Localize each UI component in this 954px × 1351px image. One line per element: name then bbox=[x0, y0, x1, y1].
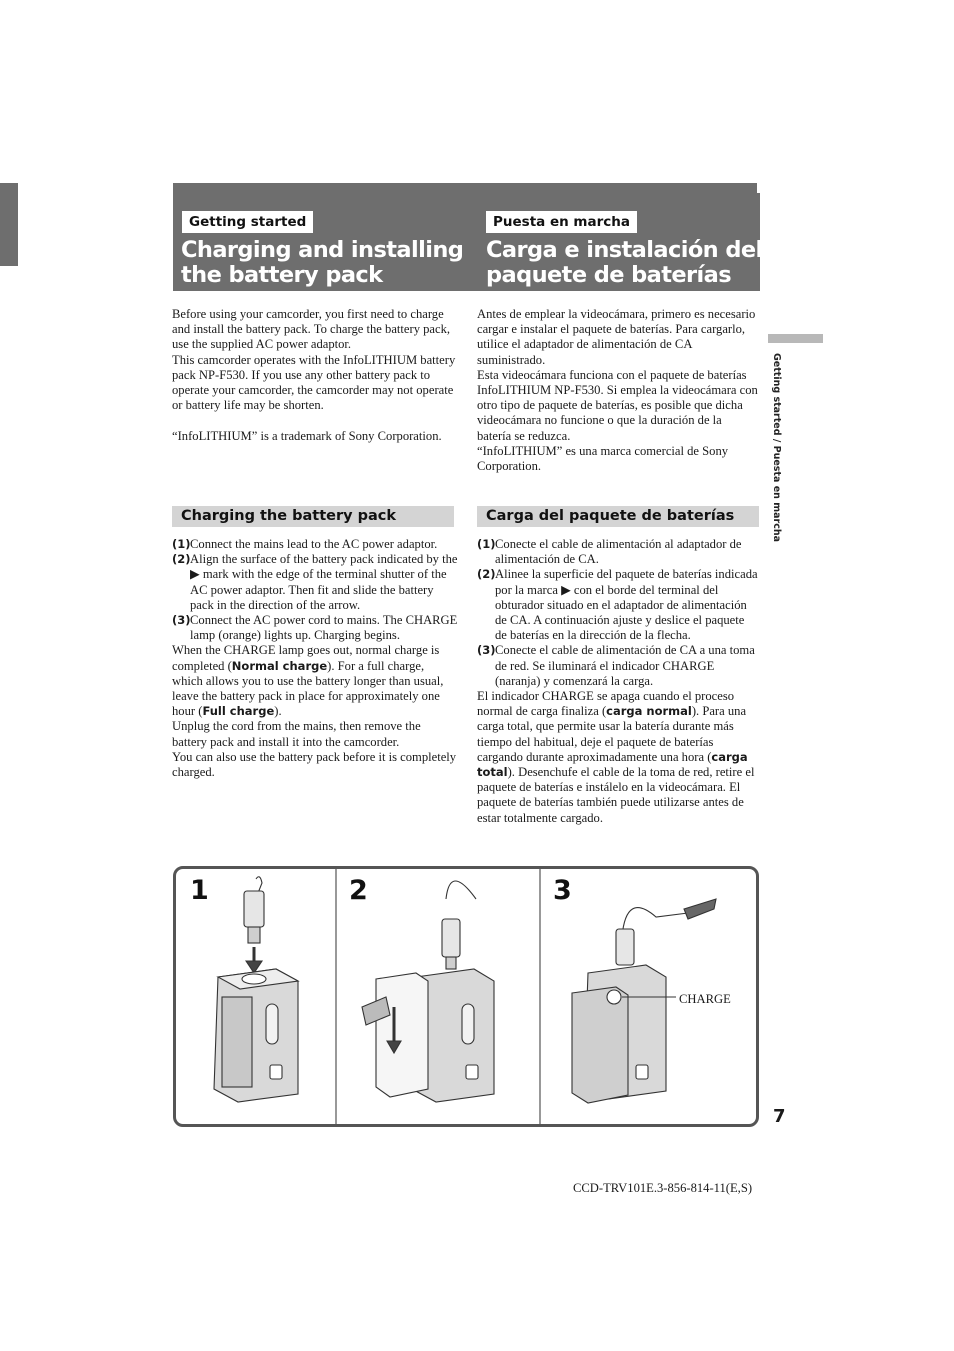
section-label-spanish: Puesta en marcha bbox=[486, 211, 637, 233]
bold-term: Normal charge bbox=[231, 658, 328, 673]
step-number: (2) bbox=[477, 567, 496, 582]
section-label-english: Getting started bbox=[182, 211, 313, 233]
title-line-2: paquete de baterías bbox=[486, 262, 732, 288]
header-notch bbox=[757, 183, 760, 193]
pull-arrow bbox=[684, 899, 716, 919]
steps-english bbox=[172, 537, 458, 780]
step-number: (3) bbox=[477, 643, 496, 658]
step-number: (1) bbox=[477, 537, 496, 551]
step-text: Alinee la superficie del paquete de baterías indicada por la marca ▶ con el borde del terminal del obturador situado en el adaptador de alimentación de CA. A continuación ajuste y deslice el paquete de baterías en la dirección de la flecha. bbox=[495, 567, 758, 643]
lamp-square bbox=[636, 1065, 648, 1079]
intro-spanish bbox=[477, 307, 759, 474]
plug-tip bbox=[248, 927, 260, 943]
page-number: 7 bbox=[773, 1106, 786, 1127]
panel-number: 2 bbox=[349, 875, 368, 906]
left-edge-tab bbox=[0, 183, 18, 266]
plug-tip bbox=[446, 957, 456, 969]
intro-english bbox=[172, 307, 458, 444]
bold-term: carga total bbox=[477, 749, 748, 780]
document-code: CCD-TRV101E.3-856-814-11(E,S) bbox=[573, 1181, 753, 1195]
panel-number: 1 bbox=[190, 875, 209, 906]
title-line-2: the battery pack bbox=[181, 262, 383, 288]
side-tab-label: Getting started / Puesta en marcha bbox=[771, 353, 782, 543]
step-number: (2) bbox=[172, 552, 191, 567]
unplug-paragraph: Unplug the cord from the mains, then remove the battery pack and install it into the camcorder. bbox=[172, 719, 421, 749]
trademark-note: “InfoLITHIUM” es una marca comercial de Sony Corporation. bbox=[477, 443, 729, 474]
step-text: Conecte el cable de alimentación de CA a una toma de red. Se iluminará el indicador CHARGE (naranja) y comenzará la carga. bbox=[495, 643, 755, 688]
illustration-box bbox=[173, 866, 759, 1127]
charge-lamp-circle bbox=[607, 990, 621, 1004]
step-item bbox=[172, 613, 458, 643]
cable bbox=[446, 881, 476, 899]
steps-spanish bbox=[477, 537, 759, 826]
slot-window bbox=[266, 1004, 278, 1044]
intro-paragraph: This camcorder operates with the InfoLITHIUM battery pack NP-F530. If you use any other battery pack to operate your camcorder, the camcorder may not operate or battery life may be shorten. bbox=[172, 352, 456, 413]
plug-head bbox=[442, 919, 460, 957]
bold-term: carga normal bbox=[606, 704, 692, 719]
title-line-1: Carga e instalación del bbox=[486, 237, 763, 263]
battery-pack bbox=[376, 973, 428, 1097]
step-text: Connect the AC power cord to mains. The CHARGE lamp (orange) lights up. Charging begins. bbox=[190, 613, 458, 643]
completion-paragraph bbox=[477, 689, 759, 826]
intro-paragraph: Esta videocámara funciona con el paquete de baterías InfoLITHIUM NP-F530. Si emplea la videocámara con otro tipo de paquete de baterías, es posible que dicha videocámara no funcione o que la duración de la batería se reduzca. bbox=[477, 367, 758, 443]
panel-2-drawing bbox=[362, 881, 494, 1102]
panel-number: 3 bbox=[553, 875, 572, 906]
step-text: Conecte el cable de alimentación al adaptador de alimentación de CA. bbox=[495, 537, 742, 567]
early-use-paragraph: You can also use the battery pack before it is completely charged. bbox=[172, 749, 457, 780]
plug-head bbox=[616, 929, 634, 965]
charging-illustration bbox=[176, 869, 756, 1124]
charge-lamp-label: CHARGE bbox=[679, 992, 731, 1006]
text-run: ). Para una carga total, que permite usar la batería durante más tiempo del habitual, deje el paquete de baterías cargando durante aproximadamente una hora ( bbox=[477, 704, 747, 764]
intro-paragraph: Antes de emplear la videocámara, primero es necesario cargar e instalar el paquete de baterías. Para cargarlo, utilice el adaptador de alimentación de CA suministrado. bbox=[477, 307, 756, 367]
step-item bbox=[477, 537, 759, 567]
trademark-note: “InfoLITHIUM” is a trademark of Sony Corporation. bbox=[172, 428, 442, 443]
lamp-square bbox=[466, 1065, 478, 1079]
step-item bbox=[172, 552, 458, 613]
text-run: ). bbox=[274, 704, 282, 719]
step-text: Connect the mains lead to the AC power adaptor. bbox=[190, 537, 438, 551]
step-text: Align the surface of the battery pack indicated by the ▶ mark with the edge of the terminal shutter of the AC power adaptor. Then fit and slide the battery pack in the direction of the arrow. bbox=[190, 552, 458, 612]
intro-paragraph: Before using your camcorder, you first need to charge and install the battery pack. To charge the battery pack, use the supplied AC power adaptor. bbox=[172, 307, 451, 352]
text-run: ). Desenchufe el cable de la toma de red, retire el paquete de baterías e instálelo en la videocámara. El paquete de baterías también puede utilizarse antes de estar totalmente cargado. bbox=[477, 765, 755, 825]
title-line-1: Charging and installing bbox=[181, 237, 464, 263]
subheading-english: Charging the battery pack bbox=[172, 506, 454, 527]
terminal-slot bbox=[222, 997, 252, 1087]
plug-head bbox=[244, 891, 264, 927]
step-number: (1) bbox=[172, 537, 191, 551]
text-run: ). For a full charge, which allows you to use the battery longer than usual, leave the battery pack in place for approximately one hour ( bbox=[172, 658, 444, 719]
side-tab-bar bbox=[768, 334, 823, 343]
battery-pack bbox=[572, 987, 628, 1103]
step-item bbox=[172, 537, 458, 552]
socket bbox=[242, 974, 266, 984]
step-item bbox=[477, 643, 759, 689]
text-run: When the CHARGE lamp goes out, normal charge is completed ( bbox=[172, 643, 440, 673]
panel-1-drawing bbox=[214, 877, 298, 1102]
bold-term: Full charge bbox=[202, 704, 275, 719]
page-title-english bbox=[181, 238, 463, 288]
lamp-square bbox=[270, 1065, 282, 1079]
text-run: El indicador CHARGE se apaga cuando el proceso normal de carga finaliza ( bbox=[477, 689, 735, 719]
subheading-spanish: Carga del paquete de baterías bbox=[477, 506, 759, 527]
step-number: (3) bbox=[172, 613, 191, 628]
page-title-spanish bbox=[486, 238, 763, 288]
completion-paragraph bbox=[172, 643, 458, 719]
step-item bbox=[477, 567, 759, 643]
slot-window bbox=[462, 1004, 474, 1044]
